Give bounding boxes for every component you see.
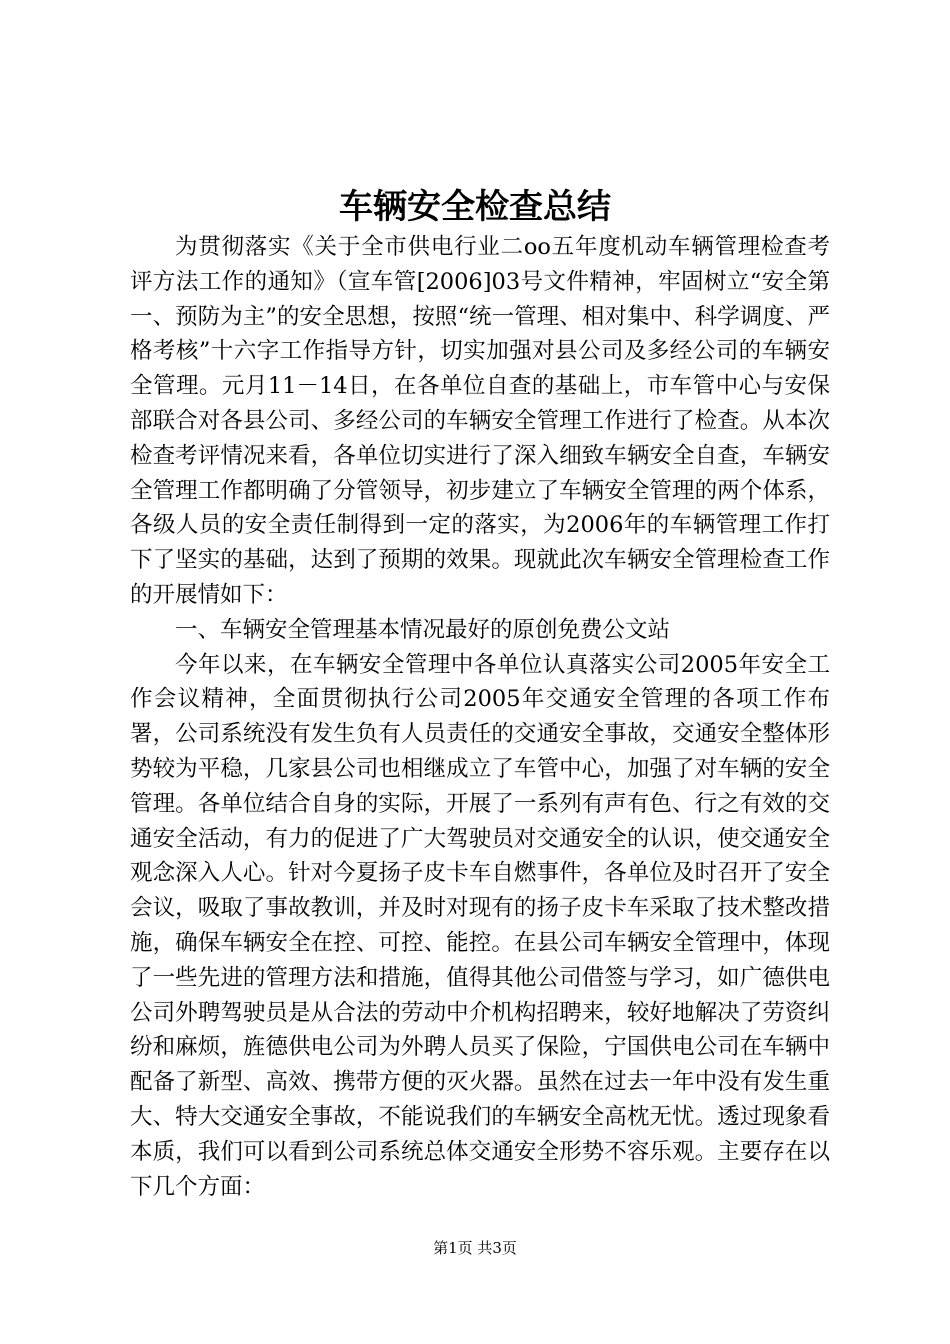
- section-paragraph: 今年以来，在车辆安全管理中各单位认真落实公司2005年安全工作会议精神，全面贯彻执行公司2005年交通安全管理的各项工作布署，公司系统没有发生负有人员责任的交通安全事故，交通安全整体形势较为平稳，几家县公司也相继成立了车管中心，加强了对车辆的安全管理。各单位结合自身的实际，开展了一系列有声有色、行之有效的交通安全活动，有力的促进了广大驾驶员对交通安全的认识，使交通安全观念深入人心。针对今夏扬子皮卡车自燃事件，各单位及时召开了安全会议，吸取了事故教训，并及时对现有的扬子皮卡车采取了技术整改措施，确保车辆安全在控、可控、能控。在县公司车辆安全管理中，体现了一些先进的管理方法和措施，值得其他公司借签与学习，如广德供电公司外聘驾驶员是从合法的劳动中介机构招聘来，较好地解决了劳资纠纷和麻烦，旌德供电公司为外聘人员买了保险，宁国供电公司在车辆中配备了新型、高效、携带方便的灭火器。虽然在过去一年中没有发生重大、特大交通安全事故，不能说我们的车辆安全高枕无忧。透过现象看本质，我们可以看到公司系统总体交通安全形势不容乐观。主要存在以下几个方面：: [130, 651, 830, 1200]
- document-body: [130, 230, 830, 1204]
- document-title: 车辆安全检查总结: [339, 187, 611, 227]
- intro-paragraph: 为贯彻落实《关于全市供电行业二oo五年度机动车辆管理检查考评方法工作的通知》（宣车管[2006]03号文件精神，牢固树立“安全第一、预防为主”的安全思想，按照“统一管理、相对集中、科学调度、严格考核”十六字工作指导方针，切实加强对县公司及多经公司的车辆安全管理。元月11－14日，在各单位自查的基础上，市车管中心与安保部联合对各县公司、多经公司的车辆安全管理工作进行了检查。从本次检查考评情况来看，各单位切实进行了深入细致车辆安全自查，车辆安全管理工作都明确了分管领导，初步建立了车辆安全管理的两个体系，各级人员的安全责任制得到一定的落实，为2006年的车辆管理工作打下了坚实的基础，达到了预期的效果。现就此次车辆安全管理检查工作的开展情如下：: [130, 234, 830, 608]
- page-footer: 第1页 共3页: [433, 1239, 517, 1257]
- section-heading: 一、车辆安全管理基本情况最好的原创免费公文站: [175, 616, 671, 643]
